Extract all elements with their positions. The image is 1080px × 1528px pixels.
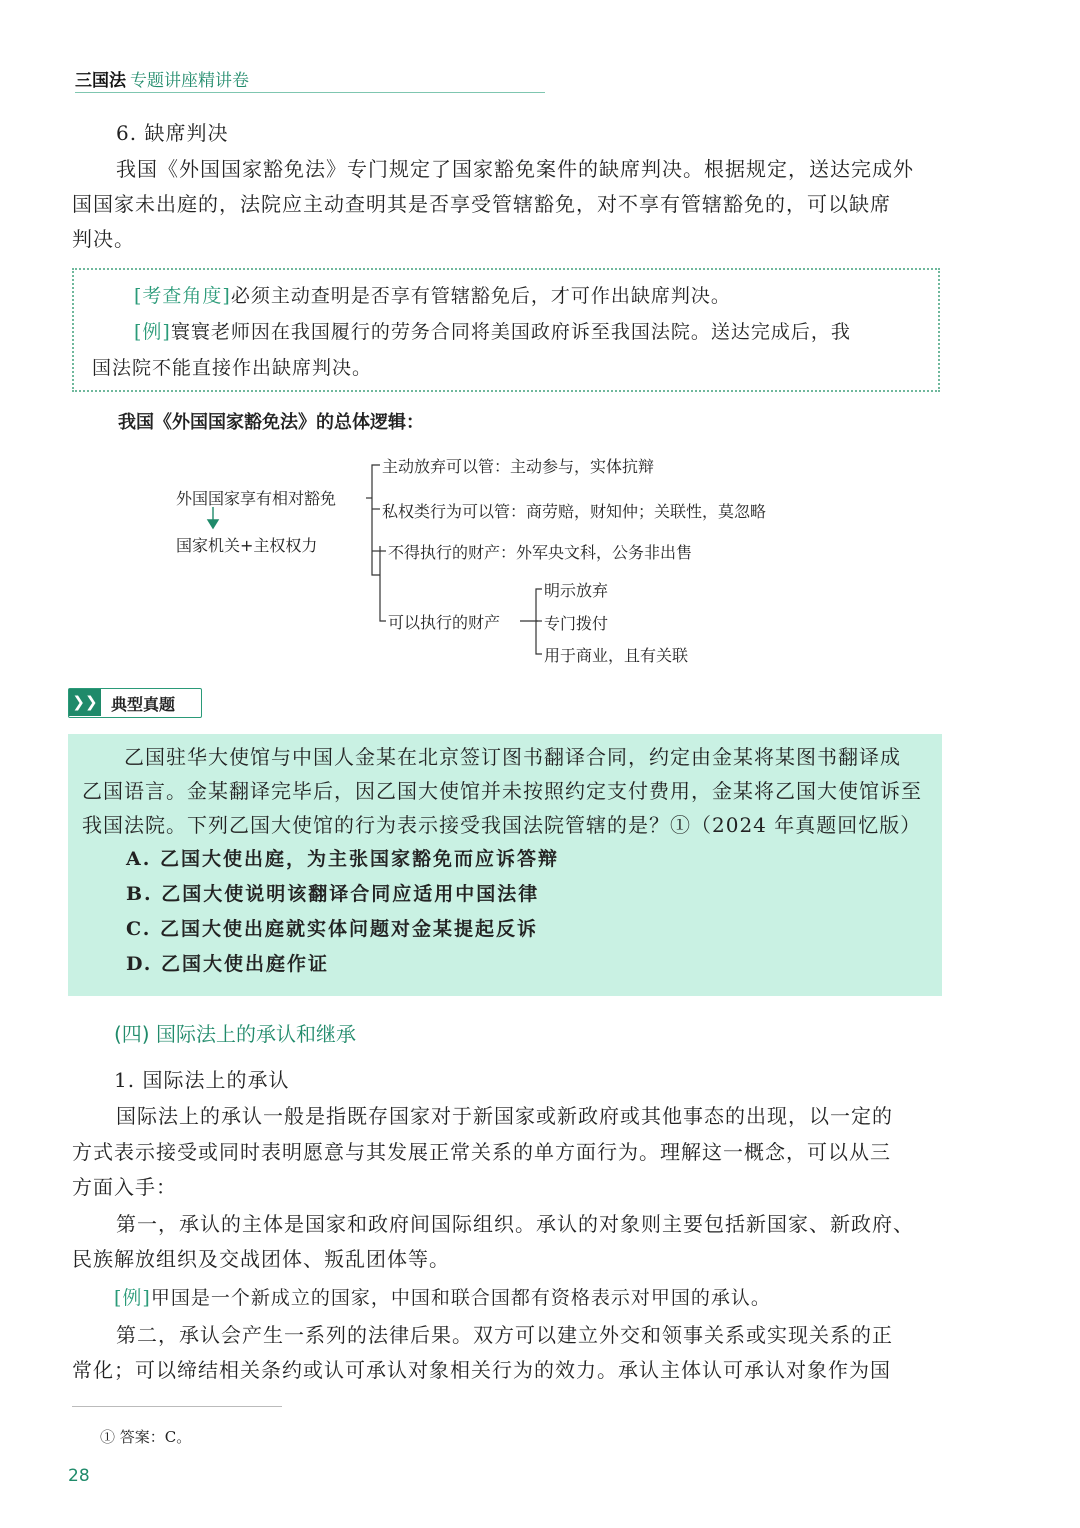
paragraph-line: 第一，承认的主体是国家和政府间国际组织。承认的对象则主要包括新国家、新政府、 xyxy=(116,1212,914,1236)
diagram-branch-4: 可以执行的财产 xyxy=(388,613,501,632)
section-6-title: 6. 缺席判决 xyxy=(116,121,229,145)
option-b: B. 乙国大使说明该翻译合同应适用中国法律 xyxy=(126,883,540,905)
series-title: 专题讲座精讲卷 xyxy=(130,71,249,91)
question-stem-line: 乙国驻华大使馆与中国人金某在北京签订图书翻译合同，约定由金某将某图书翻译成 xyxy=(124,745,901,769)
header-rule xyxy=(75,92,545,93)
paragraph-line: 判决。 xyxy=(72,227,135,251)
paragraph-line: 国际法上的承认一般是指既存国家对于新国家或新政府或其他事态的出现，以一定的 xyxy=(116,1104,893,1128)
angle-tag: [考查角度] xyxy=(134,285,231,307)
option-d: D. 乙国大使出庭作证 xyxy=(126,953,330,975)
typical-question-badge xyxy=(68,688,202,718)
paragraph-line: 国国家未出庭的，法院应主动查明其是否享受管辖豁免，对不享有管辖豁免的，可以缺席 xyxy=(72,192,891,216)
logic-diagram xyxy=(170,445,890,675)
paragraph-line: 方面入手： xyxy=(72,1175,177,1199)
example-text: 寰寰老师因在我国履行的劳务合同将美国政府诉至我国法院。送达完成后，我 xyxy=(170,321,851,343)
question-stem-line: 我国法院。下列乙国大使馆的行为表示接受我国法院管辖的是？①（2024 年真题回忆版） xyxy=(82,813,922,837)
diagram-leaf-2: 专门拨付 xyxy=(544,614,609,633)
diagram-branch-1: 主动放弃可以管：主动参与，实体抗辩 xyxy=(382,457,655,476)
example-line xyxy=(92,314,920,350)
exam-angle-box xyxy=(72,268,940,392)
diagram-branch-2: 私权类行为可以管：商劳赔，财知仲；关联性，莫忽略 xyxy=(382,502,767,521)
example-line-2: 国法院不能直接作出缺席判决。 xyxy=(92,357,373,379)
example-tag: [例] xyxy=(134,321,171,343)
running-header xyxy=(75,66,249,91)
paragraph-line: 第二，承认会产生一系列的法律后果。双方可以建立外交和领事关系或实现关系的正 xyxy=(116,1323,893,1347)
diagram-root-2: 国家机关+主权权力 xyxy=(176,536,318,555)
logic-title: 我国《外国国家豁免法》的总体逻辑： xyxy=(118,412,424,433)
footnote-rule xyxy=(72,1406,282,1407)
section-4-heading: (四) 国际法上的承认和继承 xyxy=(114,1022,356,1046)
option-c: C. 乙国大使出庭就实体问题对金某提起反诉 xyxy=(126,918,539,940)
angle-line xyxy=(92,278,920,314)
paragraph-line: 民族解放组织及交战团体、叛乱团体等。 xyxy=(72,1247,450,1271)
question-stem-line: 乙国语言。金某翻译完毕后，因乙国大使馆并未按照约定支付费用，金某将乙国大使馆诉至 xyxy=(82,779,922,803)
example-line xyxy=(114,1281,944,1315)
example-tag: [例] xyxy=(114,1287,151,1309)
book-title: 三国法 xyxy=(75,71,126,91)
paragraph-line: 常化；可以缔结相关条约或认可承认对象相关行为的效力。承认主体认可承认对象作为国 xyxy=(72,1358,891,1382)
paragraph-line: 我国《外国国家豁免法》专门规定了国家豁免案件的缺席判决。根据规定，送达完成外 xyxy=(116,157,914,181)
exam-question-box xyxy=(68,734,942,996)
option-a: A. 乙国大使出庭，为主张国家豁免而应诉答辩 xyxy=(126,848,559,870)
diagram-root-1: 外国国家享有相对豁免 xyxy=(176,489,337,508)
example-text: 甲国是一个新成立的国家，中国和联合国都有资格表示对甲国的承认。 xyxy=(150,1287,771,1309)
double-chevron-icon: ❯❯ xyxy=(69,689,101,716)
page-number: 28 xyxy=(68,1466,90,1486)
diagram-leaf-1: 明示放弃 xyxy=(544,581,609,600)
footnote: ① 答案：C。 xyxy=(100,1428,192,1446)
diagram-leaf-3: 用于商业，且有关联 xyxy=(544,646,689,665)
subsection-title: 1. 国际法上的承认 xyxy=(114,1068,290,1092)
badge-label: 典型真题 xyxy=(111,695,176,714)
diagram-branch-3: 不得执行的财产：外军央文科，公务非出售 xyxy=(388,543,693,562)
angle-text: 必须主动查明是否享有管辖豁免后，才可作出缺席判决。 xyxy=(230,285,731,307)
paragraph-line: 方式表示接受或同时表明愿意与其发展正常关系的单方面行为。理解这一概念，可以从三 xyxy=(72,1140,891,1164)
